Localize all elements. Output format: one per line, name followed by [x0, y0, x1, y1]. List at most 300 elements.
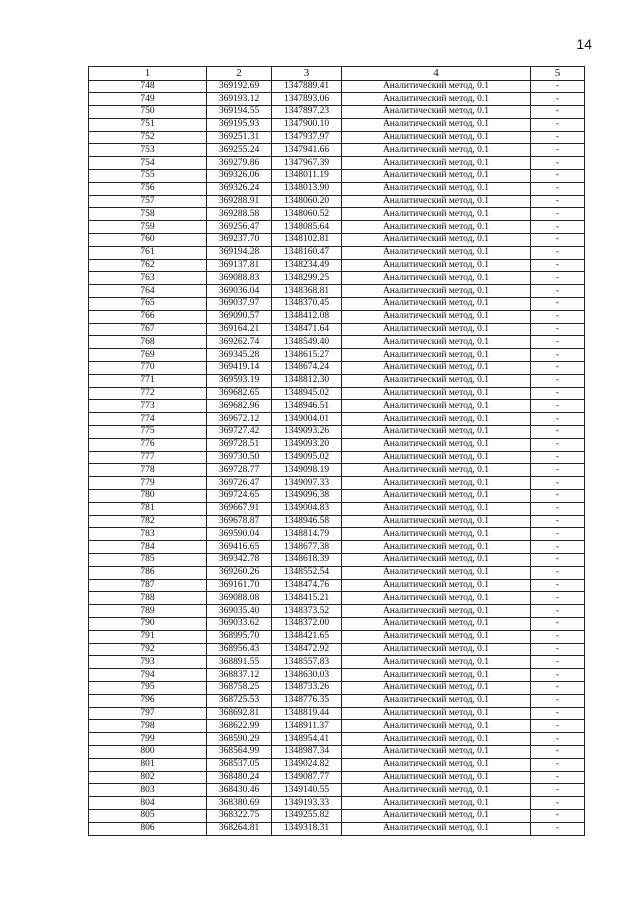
x-coordinate-cell: 369255.24 [207, 144, 272, 157]
description-cell: - [531, 541, 585, 554]
description-cell: - [531, 643, 585, 656]
point-number-cell: 771 [89, 374, 207, 387]
y-coordinate-cell: 1348677.38 [272, 541, 342, 554]
table-row [89, 630, 585, 643]
table-row [89, 349, 585, 362]
y-coordinate-cell: 1347893.06 [272, 93, 342, 106]
point-number-cell: 753 [89, 144, 207, 157]
y-coordinate-cell: 1348674.24 [272, 362, 342, 375]
y-coordinate-cell: 1348474.76 [272, 579, 342, 592]
description-cell: - [531, 118, 585, 131]
method-cell: Аналитический метод, 0.1 [342, 221, 531, 234]
point-number-cell: 804 [89, 797, 207, 810]
x-coordinate-cell: 369419.14 [207, 362, 272, 375]
table-row [89, 438, 585, 451]
point-number-cell: 754 [89, 157, 207, 170]
y-coordinate-cell: 1348372.00 [272, 617, 342, 630]
y-coordinate-cell: 1347897.23 [272, 106, 342, 119]
description-cell: - [531, 528, 585, 541]
x-coordinate-cell: 368537.05 [207, 758, 272, 771]
header-col-4: 4 [342, 67, 531, 81]
method-cell: Аналитический метод, 0.1 [342, 285, 531, 298]
table-row [89, 758, 585, 771]
point-number-cell: 766 [89, 310, 207, 323]
description-cell: - [531, 400, 585, 413]
method-cell: Аналитический метод, 0.1 [342, 566, 531, 579]
method-cell: Аналитический метод, 0.1 [342, 464, 531, 477]
table-row [89, 221, 585, 234]
x-coordinate-cell: 369161.70 [207, 579, 272, 592]
method-cell: Аналитический метод, 0.1 [342, 477, 531, 490]
header-col-3: 3 [272, 67, 342, 81]
table-row [89, 106, 585, 119]
method-cell: Аналитический метод, 0.1 [342, 157, 531, 170]
table-row [89, 310, 585, 323]
description-cell: - [531, 413, 585, 426]
x-coordinate-cell: 369237.70 [207, 234, 272, 247]
y-coordinate-cell: 1347937.97 [272, 131, 342, 144]
method-cell: Аналитический метод, 0.1 [342, 617, 531, 630]
description-cell: - [531, 592, 585, 605]
x-coordinate-cell: 369262.74 [207, 336, 272, 349]
x-coordinate-cell: 369279.86 [207, 157, 272, 170]
point-number-cell: 756 [89, 182, 207, 195]
x-coordinate-cell: 368264.81 [207, 822, 272, 835]
y-coordinate-cell: 1348618.39 [272, 553, 342, 566]
method-cell: Аналитический метод, 0.1 [342, 323, 531, 336]
x-coordinate-cell: 369727.42 [207, 426, 272, 439]
method-cell: Аналитический метод, 0.1 [342, 118, 531, 131]
point-number-cell: 764 [89, 285, 207, 298]
y-coordinate-cell: 1348987.34 [272, 745, 342, 758]
table-row [89, 374, 585, 387]
x-coordinate-cell: 369416.65 [207, 541, 272, 554]
x-coordinate-cell: 368430.46 [207, 784, 272, 797]
x-coordinate-cell: 369342.78 [207, 553, 272, 566]
point-number-cell: 802 [89, 771, 207, 784]
method-cell: Аналитический метод, 0.1 [342, 246, 531, 259]
point-number-cell: 767 [89, 323, 207, 336]
y-coordinate-cell: 1349024.82 [272, 758, 342, 771]
point-number-cell: 761 [89, 246, 207, 259]
x-coordinate-cell: 369195.93 [207, 118, 272, 131]
x-coordinate-cell: 368322.75 [207, 809, 272, 822]
x-coordinate-cell: 368956.43 [207, 643, 272, 656]
method-cell: Аналитический метод, 0.1 [342, 515, 531, 528]
table-row [89, 745, 585, 758]
method-cell: Аналитический метод, 0.1 [342, 490, 531, 503]
method-cell: Аналитический метод, 0.1 [342, 605, 531, 618]
x-coordinate-cell: 369345.28 [207, 349, 272, 362]
table-row [89, 131, 585, 144]
y-coordinate-cell: 1348946.58 [272, 515, 342, 528]
description-cell: - [531, 745, 585, 758]
x-coordinate-cell: 368837.12 [207, 669, 272, 682]
table-row [89, 477, 585, 490]
table-row [89, 195, 585, 208]
x-coordinate-cell: 369194.55 [207, 106, 272, 119]
y-coordinate-cell: 1349193.33 [272, 797, 342, 810]
x-coordinate-cell: 369193.12 [207, 93, 272, 106]
method-cell: Аналитический метод, 0.1 [342, 413, 531, 426]
description-cell: - [531, 758, 585, 771]
x-coordinate-cell: 369726.47 [207, 477, 272, 490]
method-cell: Аналитический метод, 0.1 [342, 195, 531, 208]
point-number-cell: 797 [89, 707, 207, 720]
method-cell: Аналитический метод, 0.1 [342, 541, 531, 554]
y-coordinate-cell: 1348812.30 [272, 374, 342, 387]
method-cell: Аналитический метод, 0.1 [342, 144, 531, 157]
point-number-cell: 763 [89, 272, 207, 285]
method-cell: Аналитический метод, 0.1 [342, 336, 531, 349]
description-cell: - [531, 809, 585, 822]
y-coordinate-cell: 1348776.35 [272, 694, 342, 707]
description-cell: - [531, 579, 585, 592]
method-cell: Аналитический метод, 0.1 [342, 553, 531, 566]
y-coordinate-cell: 1348615.27 [272, 349, 342, 362]
method-cell: Аналитический метод, 0.1 [342, 451, 531, 464]
description-cell: - [531, 144, 585, 157]
x-coordinate-cell: 368725.53 [207, 694, 272, 707]
description-cell: - [531, 246, 585, 259]
description-cell: - [531, 285, 585, 298]
table-row [89, 272, 585, 285]
description-cell: - [531, 694, 585, 707]
header-col-1: 1 [89, 67, 207, 81]
y-coordinate-cell: 1347900.10 [272, 118, 342, 131]
x-coordinate-cell: 369682.65 [207, 387, 272, 400]
method-cell: Аналитический метод, 0.1 [342, 809, 531, 822]
point-number-cell: 777 [89, 451, 207, 464]
x-coordinate-cell: 369326.06 [207, 170, 272, 183]
method-cell: Аналитический метод, 0.1 [342, 106, 531, 119]
x-coordinate-cell: 369036.04 [207, 285, 272, 298]
page-number: 14 [576, 36, 592, 52]
point-number-cell: 759 [89, 221, 207, 234]
table-row [89, 617, 585, 630]
y-coordinate-cell: 1349093.26 [272, 426, 342, 439]
method-cell: Аналитический метод, 0.1 [342, 745, 531, 758]
description-cell: - [531, 387, 585, 400]
table-row [89, 157, 585, 170]
method-cell: Аналитический метод, 0.1 [342, 426, 531, 439]
description-cell: - [531, 374, 585, 387]
point-number-cell: 803 [89, 784, 207, 797]
point-number-cell: 790 [89, 617, 207, 630]
description-cell: - [531, 566, 585, 579]
table-body [89, 80, 585, 835]
method-cell: Аналитический метод, 0.1 [342, 656, 531, 669]
table-row [89, 182, 585, 195]
table-row [89, 605, 585, 618]
y-coordinate-cell: 1348814.79 [272, 528, 342, 541]
point-number-cell: 749 [89, 93, 207, 106]
table-row [89, 259, 585, 272]
table-row [89, 336, 585, 349]
y-coordinate-cell: 1349093.20 [272, 438, 342, 451]
y-coordinate-cell: 1348299.25 [272, 272, 342, 285]
method-cell: Аналитический метод, 0.1 [342, 349, 531, 362]
description-cell: - [531, 221, 585, 234]
x-coordinate-cell: 369730.50 [207, 451, 272, 464]
table-row [89, 80, 585, 93]
point-number-cell: 751 [89, 118, 207, 131]
method-cell: Аналитический метод, 0.1 [342, 630, 531, 643]
table-row [89, 592, 585, 605]
point-number-cell: 784 [89, 541, 207, 554]
description-cell: - [531, 617, 585, 630]
y-coordinate-cell: 1348472.92 [272, 643, 342, 656]
method-cell: Аналитический метод, 0.1 [342, 771, 531, 784]
description-cell: - [531, 438, 585, 451]
method-cell: Аналитический метод, 0.1 [342, 93, 531, 106]
table-row [89, 387, 585, 400]
description-cell: - [531, 771, 585, 784]
point-number-cell: 779 [89, 477, 207, 490]
point-number-cell: 755 [89, 170, 207, 183]
x-coordinate-cell: 369090.57 [207, 310, 272, 323]
description-cell: - [531, 310, 585, 323]
description-cell: - [531, 93, 585, 106]
table-row [89, 656, 585, 669]
point-number-cell: 774 [89, 413, 207, 426]
x-coordinate-cell: 369682.96 [207, 400, 272, 413]
x-coordinate-cell: 369137.81 [207, 259, 272, 272]
x-coordinate-cell: 369590.04 [207, 528, 272, 541]
description-cell: - [531, 208, 585, 221]
point-number-cell: 780 [89, 490, 207, 503]
table-row [89, 93, 585, 106]
description-cell: - [531, 553, 585, 566]
method-cell: Аналитический метод, 0.1 [342, 438, 531, 451]
description-cell: - [531, 733, 585, 746]
table-row [89, 426, 585, 439]
description-cell: - [531, 477, 585, 490]
method-cell: Аналитический метод, 0.1 [342, 272, 531, 285]
table-row [89, 208, 585, 221]
table-row [89, 118, 585, 131]
point-number-cell: 762 [89, 259, 207, 272]
point-number-cell: 801 [89, 758, 207, 771]
table-row [89, 246, 585, 259]
description-cell: - [531, 259, 585, 272]
point-number-cell: 768 [89, 336, 207, 349]
point-number-cell: 794 [89, 669, 207, 682]
point-number-cell: 795 [89, 681, 207, 694]
x-coordinate-cell: 369326.24 [207, 182, 272, 195]
point-number-cell: 750 [89, 106, 207, 119]
x-coordinate-cell: 369192.69 [207, 80, 272, 93]
method-cell: Аналитический метод, 0.1 [342, 733, 531, 746]
point-number-cell: 760 [89, 234, 207, 247]
method-cell: Аналитический метод, 0.1 [342, 182, 531, 195]
point-number-cell: 773 [89, 400, 207, 413]
description-cell: - [531, 720, 585, 733]
table-row [89, 451, 585, 464]
x-coordinate-cell: 369678.87 [207, 515, 272, 528]
x-coordinate-cell: 368480.24 [207, 771, 272, 784]
y-coordinate-cell: 1349097.33 [272, 477, 342, 490]
table-row [89, 528, 585, 541]
method-cell: Аналитический метод, 0.1 [342, 298, 531, 311]
y-coordinate-cell: 1349098.19 [272, 464, 342, 477]
description-cell: - [531, 822, 585, 835]
x-coordinate-cell: 369728.51 [207, 438, 272, 451]
method-cell: Аналитический метод, 0.1 [342, 528, 531, 541]
description-cell: - [531, 131, 585, 144]
y-coordinate-cell: 1349004.83 [272, 502, 342, 515]
description-cell: - [531, 362, 585, 375]
table-row [89, 694, 585, 707]
method-cell: Аналитический метод, 0.1 [342, 400, 531, 413]
method-cell: Аналитический метод, 0.1 [342, 758, 531, 771]
method-cell: Аналитический метод, 0.1 [342, 707, 531, 720]
y-coordinate-cell: 1348945.02 [272, 387, 342, 400]
method-cell: Аналитический метод, 0.1 [342, 669, 531, 682]
description-cell: - [531, 170, 585, 183]
point-number-cell: 785 [89, 553, 207, 566]
x-coordinate-cell: 368692.81 [207, 707, 272, 720]
x-coordinate-cell: 369260.26 [207, 566, 272, 579]
method-cell: Аналитический метод, 0.1 [342, 592, 531, 605]
y-coordinate-cell: 1348557.83 [272, 656, 342, 669]
header-row [89, 67, 585, 81]
x-coordinate-cell: 369724.65 [207, 490, 272, 503]
point-number-cell: 778 [89, 464, 207, 477]
point-number-cell: 799 [89, 733, 207, 746]
x-coordinate-cell: 369194.28 [207, 246, 272, 259]
x-coordinate-cell: 369256.47 [207, 221, 272, 234]
table-row [89, 771, 585, 784]
point-number-cell: 796 [89, 694, 207, 707]
x-coordinate-cell: 368564.99 [207, 745, 272, 758]
point-number-cell: 800 [89, 745, 207, 758]
method-cell: Аналитический метод, 0.1 [342, 362, 531, 375]
method-cell: Аналитический метод, 0.1 [342, 80, 531, 93]
table-row [89, 541, 585, 554]
x-coordinate-cell: 369288.91 [207, 195, 272, 208]
description-cell: - [531, 80, 585, 93]
description-cell: - [531, 797, 585, 810]
table-row [89, 234, 585, 247]
x-coordinate-cell: 369251.31 [207, 131, 272, 144]
method-cell: Аналитический метод, 0.1 [342, 822, 531, 835]
method-cell: Аналитический метод, 0.1 [342, 374, 531, 387]
point-number-cell: 793 [89, 656, 207, 669]
table-row [89, 362, 585, 375]
description-cell: - [531, 272, 585, 285]
x-coordinate-cell: 368590.29 [207, 733, 272, 746]
x-coordinate-cell: 369728.77 [207, 464, 272, 477]
method-cell: Аналитический метод, 0.1 [342, 387, 531, 400]
x-coordinate-cell: 368995.70 [207, 630, 272, 643]
table-row [89, 822, 585, 835]
y-coordinate-cell: 1348013.90 [272, 182, 342, 195]
table-row [89, 298, 585, 311]
point-number-cell: 770 [89, 362, 207, 375]
table-row [89, 515, 585, 528]
method-cell: Аналитический метод, 0.1 [342, 694, 531, 707]
y-coordinate-cell: 1349255.82 [272, 809, 342, 822]
y-coordinate-cell: 1347889.41 [272, 80, 342, 93]
y-coordinate-cell: 1348370.45 [272, 298, 342, 311]
table-row [89, 707, 585, 720]
table-row [89, 809, 585, 822]
x-coordinate-cell: 369033.62 [207, 617, 272, 630]
x-coordinate-cell: 368758.25 [207, 681, 272, 694]
description-cell: - [531, 451, 585, 464]
point-number-cell: 748 [89, 80, 207, 93]
x-coordinate-cell: 369088.08 [207, 592, 272, 605]
y-coordinate-cell: 1349095.02 [272, 451, 342, 464]
x-coordinate-cell: 369672.12 [207, 413, 272, 426]
x-coordinate-cell: 369593.19 [207, 374, 272, 387]
point-number-cell: 783 [89, 528, 207, 541]
point-number-cell: 776 [89, 438, 207, 451]
table-row [89, 502, 585, 515]
y-coordinate-cell: 1348415.21 [272, 592, 342, 605]
y-coordinate-cell: 1347967.39 [272, 157, 342, 170]
description-cell: - [531, 681, 585, 694]
method-cell: Аналитический метод, 0.1 [342, 579, 531, 592]
x-coordinate-cell: 369035.40 [207, 605, 272, 618]
description-cell: - [531, 426, 585, 439]
method-cell: Аналитический метод, 0.1 [342, 259, 531, 272]
y-coordinate-cell: 1348549.40 [272, 336, 342, 349]
description-cell: - [531, 656, 585, 669]
description-cell: - [531, 464, 585, 477]
description-cell: - [531, 323, 585, 336]
table-row [89, 720, 585, 733]
table-row [89, 669, 585, 682]
point-number-cell: 787 [89, 579, 207, 592]
table-row [89, 400, 585, 413]
y-coordinate-cell: 1348946.51 [272, 400, 342, 413]
point-number-cell: 781 [89, 502, 207, 515]
point-number-cell: 792 [89, 643, 207, 656]
y-coordinate-cell: 1348911.37 [272, 720, 342, 733]
point-number-cell: 788 [89, 592, 207, 605]
x-coordinate-cell: 368891.55 [207, 656, 272, 669]
x-coordinate-cell: 369667.91 [207, 502, 272, 515]
method-cell: Аналитический метод, 0.1 [342, 681, 531, 694]
y-coordinate-cell: 1349096.38 [272, 490, 342, 503]
table-row [89, 323, 585, 336]
table-row [89, 797, 585, 810]
description-cell: - [531, 490, 585, 503]
table-row [89, 413, 585, 426]
table-row [89, 144, 585, 157]
description-cell: - [531, 707, 585, 720]
x-coordinate-cell: 369164.21 [207, 323, 272, 336]
point-number-cell: 805 [89, 809, 207, 822]
y-coordinate-cell: 1349140.55 [272, 784, 342, 797]
y-coordinate-cell: 1348630.03 [272, 669, 342, 682]
table-row [89, 464, 585, 477]
point-number-cell: 769 [89, 349, 207, 362]
y-coordinate-cell: 1348819.44 [272, 707, 342, 720]
y-coordinate-cell: 1347941.66 [272, 144, 342, 157]
table-row [89, 285, 585, 298]
y-coordinate-cell: 1349087.77 [272, 771, 342, 784]
table-row [89, 566, 585, 579]
method-cell: Аналитический метод, 0.1 [342, 784, 531, 797]
coordinates-table [88, 66, 585, 836]
description-cell: - [531, 669, 585, 682]
description-cell: - [531, 502, 585, 515]
y-coordinate-cell: 1348368.81 [272, 285, 342, 298]
table-row [89, 784, 585, 797]
